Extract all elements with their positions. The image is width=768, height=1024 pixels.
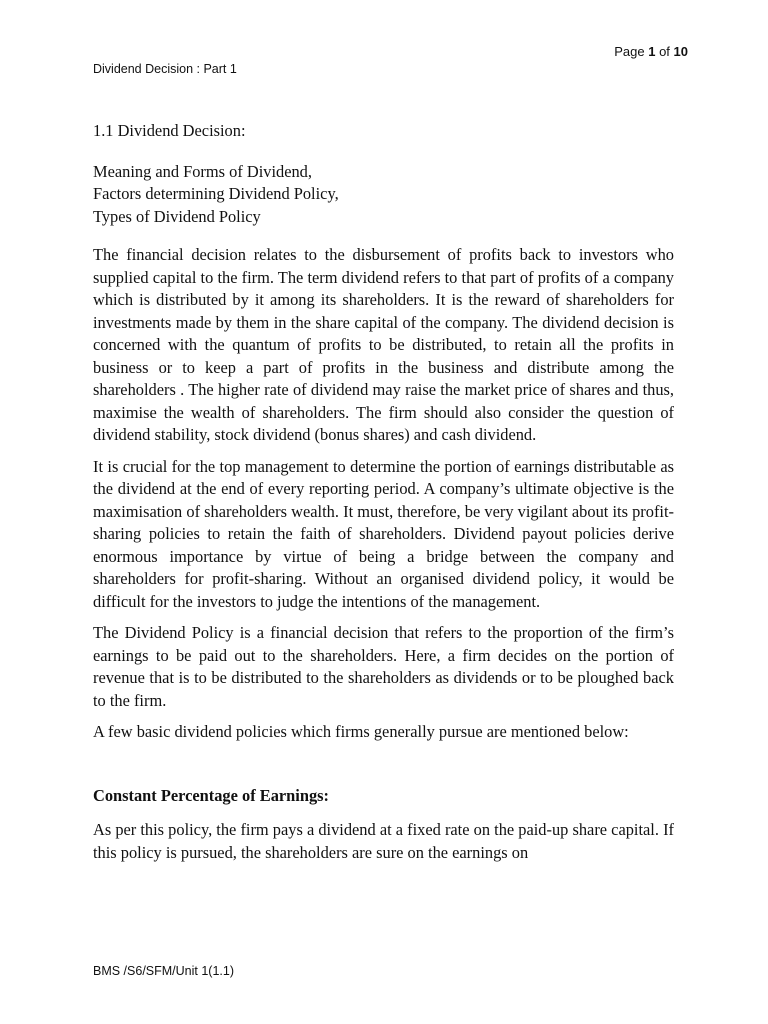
paragraph: It is crucial for the top management to determine the portion of earnings distributable as the dividend at the end of every reporting period. A company’s ultimate objective is the maximisation of shareholders wealth. It must, therefore, be very vigilant about its profit-sharing policies to retain the faith of shareholders. Dividend payout policies derive enormous importance by virtue of being a bridge between the company and shareholders for profit-sharing. Without an organised dividend policy, it would be difficult for the investors to judge the intentions of the management.: [93, 456, 674, 611]
page-footer: BMS /S6/SFM/Unit 1(1.1): [93, 964, 235, 978]
subtopic-item: Types of Dividend Policy: [93, 206, 261, 226]
paragraph: The financial decision relates to the disbursement of profits back to investors who supplied capital to the firm. The term dividend refers to that part of profits of a company which is distributed by it among its shareholders. It is the reward of shareholders for investments made by them in the share capital of the company. The dividend decision is concerned with the quantum of profits to be distributed, to retain all the profits in business or to keep a part of profits in the business and distribute among the shareholders . The higher rate of dividend may raise the market price of shares and thus, maximise the wealth of shareholders. The firm should also consider the question of dividend stability, stock dividend (bonus shares) and cash dividend.: [93, 245, 674, 444]
spacer: [93, 753, 674, 785]
paragraph: The Dividend Policy is a financial decision that refers to the proportion of the firm’s earnings to be paid out to the shareholders. Here, a firm decides on the portion of revenue that is to be distributed to the shareholders as dividends or to be ploughed back to the firm.: [93, 623, 674, 710]
subtopic-item: Meaning and Forms of Dividend,: [93, 161, 312, 181]
page-number: [614, 44, 688, 59]
subtopic-list: [93, 161, 674, 229]
running-header: Dividend Decision : Part 1: [93, 62, 237, 76]
subtopic-item: Factors determining Dividend Policy,: [93, 184, 339, 203]
document-body: [93, 120, 674, 873]
page-of-label: of: [659, 44, 670, 59]
subheading: Constant Percentage of Earnings:: [93, 785, 329, 805]
paragraph: As per this policy, the firm pays a dividend at a fixed rate on the paid-up share capital. If this policy is pursued, the shareholders are sure on the earnings on: [93, 820, 674, 862]
section-title: 1.1 Dividend Decision:: [93, 121, 246, 140]
total-pages: 10: [673, 44, 688, 59]
current-page: 1: [648, 44, 656, 59]
page-label: Page: [614, 44, 645, 59]
paragraph: A few basic dividend policies which firms generally pursue are mentioned below:: [93, 722, 629, 741]
